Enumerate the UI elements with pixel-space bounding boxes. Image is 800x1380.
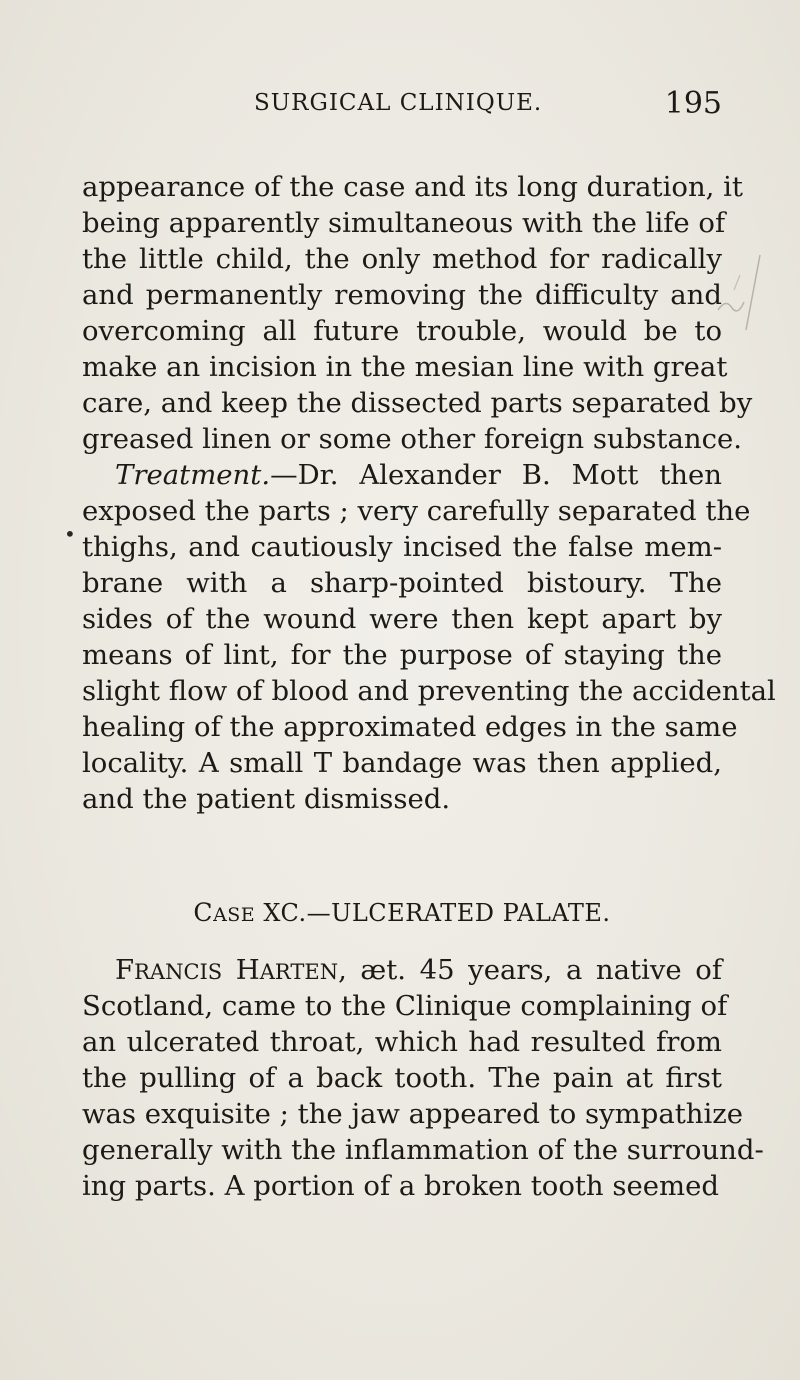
text-line: appearance of the case and its long duration, it (82, 171, 743, 203)
case-word-rest: ASE (213, 904, 256, 926)
text-line: an ulcerated throat, which had resulted from (82, 1026, 722, 1058)
text-line: care, and keep the dissected parts separated by (82, 387, 753, 419)
running-title: SURGICAL CLINIQUE. (254, 90, 543, 116)
treatment-line (115, 458, 722, 492)
text-line: thighs, and cautiously incised the false mem- (82, 531, 722, 563)
text-line: sides of the wound were then kept apart by (82, 603, 722, 635)
name-initial: F (115, 954, 135, 986)
surname-rest: ARTEN (259, 960, 339, 984)
text-line: healing of the approximated edges in the same (82, 711, 738, 743)
margin-dot-mark: • (64, 522, 76, 546)
running-head (82, 88, 722, 128)
case-number: XC. (263, 899, 307, 927)
text-line: and the patient dismissed. (82, 783, 451, 815)
case-title: —ULCERATED PALATE. (306, 899, 611, 927)
text-line: make an incision in the mesian line with great (82, 351, 728, 383)
text-line: the little child, the only method for radically (82, 243, 722, 275)
text-line: Scotland, came to the Clinique complaining of (82, 990, 728, 1022)
text-fragment: , æt. 45 years, a native of (338, 954, 722, 986)
text-line: locality. A small T bandage was then applied, (82, 747, 722, 779)
patient-intro-line (115, 953, 722, 989)
case-initial: C (193, 898, 214, 927)
treatment-label: Treatment. (115, 459, 271, 491)
text-line: means of lint, for the purpose of staying the (82, 639, 722, 671)
text-line: brane with a sharp-pointed bistoury. The (82, 567, 722, 599)
page-number: 195 (664, 86, 722, 121)
pencil-marginalia-mark (698, 250, 778, 340)
name-rest: RANCIS (134, 960, 223, 984)
text-line: being apparently simultaneous with the life of (82, 207, 726, 239)
text-line: and permanently removing the difficulty and (82, 279, 722, 311)
text-line: greased linen or some other foreign substance. (82, 423, 742, 455)
surname-initial: H (235, 954, 260, 986)
text-line: ing parts. A portion of a broken tooth seemed (82, 1170, 719, 1202)
text-line: generally with the inflammation of the surround- (82, 1134, 764, 1166)
text-line: exposed the parts ; very carefully separated the (82, 495, 751, 527)
text-line: was exquisite ; the jaw appeared to sympathize (82, 1098, 744, 1130)
text-line: the pulling of a back tooth. The pain at first (82, 1062, 722, 1094)
text-line: overcoming all future trouble, would be to (82, 315, 722, 347)
case-heading (82, 896, 722, 932)
text-fragment: —Dr. Alexander B. Mott then (270, 459, 722, 491)
text-line: slight flow of blood and preventing the accidental (82, 675, 776, 707)
